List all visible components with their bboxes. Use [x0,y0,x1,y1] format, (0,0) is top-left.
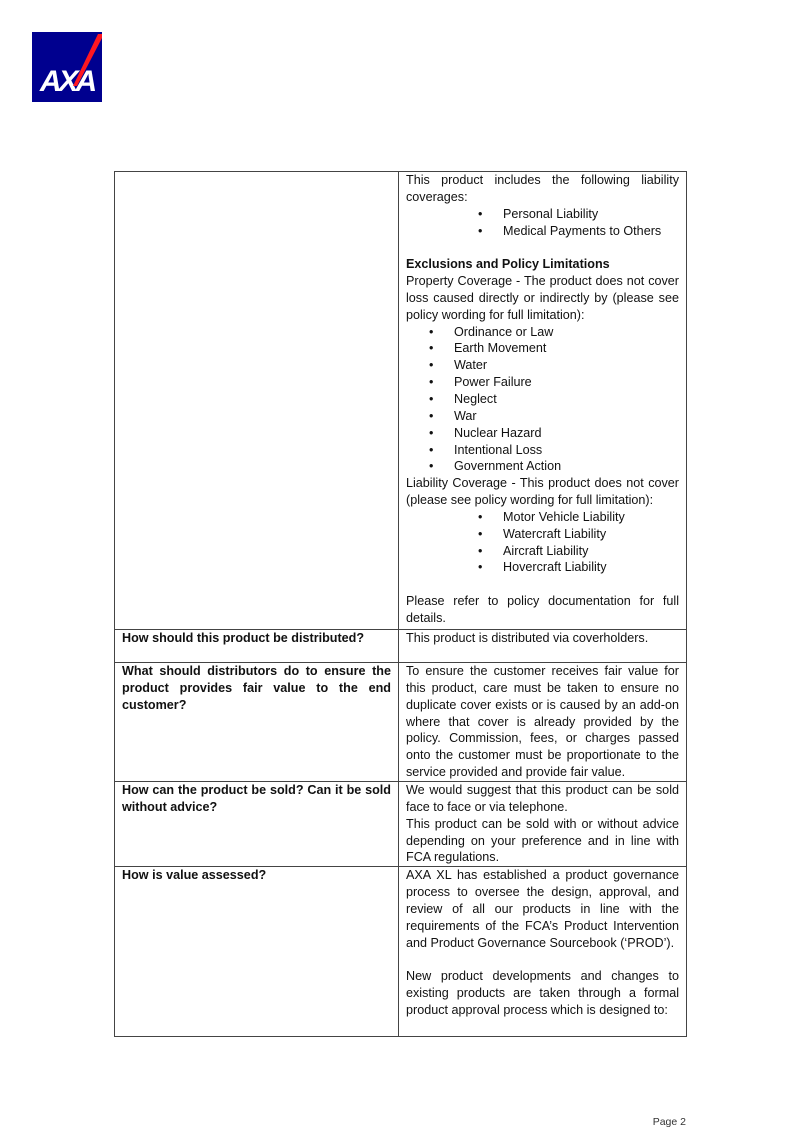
logo-text: AXA [39,65,95,98]
list-item: • Hovercraft Liability [406,559,679,576]
liability-exclusion-list [406,509,679,576]
answer-cell [399,630,687,663]
answer-cell [399,663,687,782]
list-item: • Government Action [406,458,679,475]
question-cell-empty [115,172,399,630]
answer-text: This product is distributed via coverholders. [406,631,649,645]
axa-logo [32,32,102,102]
question-cell: How is value assessed? [115,867,399,1037]
list-item: • Ordinance or Law [406,324,679,341]
list-item: • Aircraft Liability [406,543,679,560]
liability-intro: This product includes the following liability coverages: [406,173,679,204]
property-exclusion-list [406,324,679,476]
answer-cell [399,867,687,1037]
property-coverage-text: Property Coverage - The product does not cover loss caused directly or indirectly by (please see policy wording for full limitation): [406,274,679,322]
refer-text: Please refer to policy documentation for full details. [406,594,679,625]
list-item: • Neglect [406,391,679,408]
answer-cell [399,782,687,867]
list-item: • Watercraft Liability [406,526,679,543]
page-number: Page 2 [652,1116,686,1128]
table-row [115,663,687,782]
list-item: • Nuclear Hazard [406,425,679,442]
table-row [115,782,687,867]
liability-coverage-list [406,206,679,240]
question-cell: How can the product be sold? Can it be sold without advice? [115,782,399,867]
list-item: • Water [406,357,679,374]
answer-cell-coverage [399,172,687,630]
table-row [115,630,687,663]
answer-text: New product developments and changes to existing products are taken through a formal product approval process which is designed to: [406,969,679,1017]
question-cell: How should this product be distributed? [115,630,399,663]
table-row [115,172,687,630]
list-item: • Personal Liability [406,206,679,223]
list-item: • War [406,408,679,425]
list-item: • Earth Movement [406,340,679,357]
answer-text: We would suggest that this product can be sold face to face or via telephone. [406,783,679,814]
table-row [115,867,687,1037]
answer-text: AXA XL has established a product governance process to oversee the design, approval, and review of all our products in line with the requirements of the FCA’s Product Intervention and Product Governance Sourcebook (‘PROD’). [406,868,679,950]
list-item: • Power Failure [406,374,679,391]
list-item: • Motor Vehicle Liability [406,509,679,526]
exclusions-heading: Exclusions and Policy Limitations [406,257,610,272]
product-info-table [114,171,687,1037]
list-item: • Medical Payments to Others [406,223,679,240]
answer-text: To ensure the customer receives fair value for this product, care must be taken to ensure no duplicate cover exists or is caused by an add-on where that cover is already provided by the policy. Commission, fees, or charges passed onto the customer must be proportionate to the service provided and provide fair value. [406,664,679,780]
list-item: • Intentional Loss [406,442,679,459]
liability-coverage-text: Liability Coverage - This product does not cover (please see policy wording for full limitation): [406,476,679,508]
answer-text: This product can be sold with or without advice depending on your preference and in line with FCA regulations. [406,816,679,865]
question-cell: What should distributors do to ensure the product provides fair value to the end customer? [115,663,399,782]
